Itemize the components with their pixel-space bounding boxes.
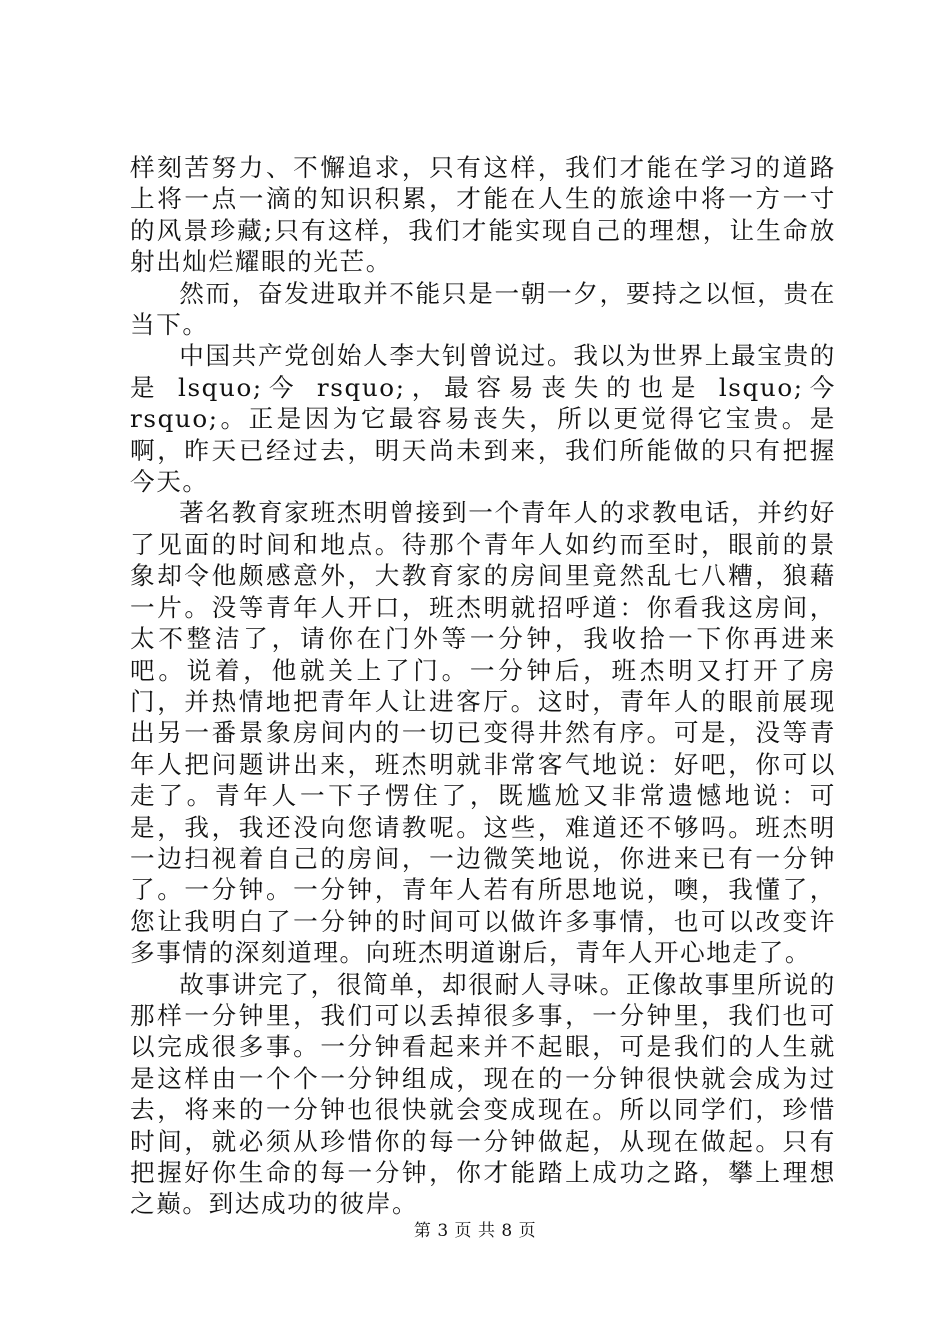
page-number-footer: 第 3 页 共 8 页 [413, 1221, 537, 1241]
paragraph-3: 中国共产党创始人李大钊曾说过。我以为世界上最宝贵的是 lsquo;今 rsquo;，最容易丧失的也是 lsquo;今 rsquo;。正是因为它最容易丧失，所以更觉得它宝贵。是啊，昨天已经过去，明天尚未到来，我们所能做的只有把握今天。 [130, 341, 836, 497]
paragraph-4: 著名教育家班杰明曾接到一个青年人的求教电话，并约好了见面的时间和地点。待那个青年人如约而至时，眼前的景象却令他颇感意外，大教育家的房间里竟然乱七八糟，狼藉一片。没等青年人开口，班杰明就招呼道：你看我这房间，太不整洁了，请你在门外等一分钟，我收拾一下你再进来吧。说着，他就关上了门。一分钟后，班杰明又打开了房门，并热情地把青年人让进客厅。这时，青年人的眼前展现出另一番景象房间内的一切已变得井然有序。可是，没等青年人把问题讲出来，班杰明就非常客气地说：好吧，你可以走了。青年人一下子愣住了，既尴尬又非常遗憾地说：可是，我，我还没向您请教呢。这些，难道还不够吗。班杰明一边扫视着自己的房间，一边微笑地说，你进来已有一分钟了。一分钟。一分钟，青年人若有所思地说，噢，我懂了，您让我明白了一分钟的时间可以做许多事情，也可以改变许多事情的深刻道理。向班杰明道谢后，青年人开心地走了。 [130, 498, 836, 968]
paragraph-2: 然而，奋发进取并不能只是一朝一夕，要持之以恒，贵在当下。 [130, 278, 836, 340]
paragraph-1: 样刻苦努力、不懈追求，只有这样，我们才能在学习的道路上将一点一滴的知识积累，才能在人生的旅途中将一方一寸的风景珍藏;只有这样，我们才能实现自己的理想，让生命放射出灿烂耀眼的光芒。 [130, 153, 836, 277]
body-text [130, 152, 836, 1220]
paragraph-5: 故事讲完了，很简单，却很耐人寻味。正像故事里所说的那样一分钟里，我们可以丢掉很多事，一分钟里，我们也可以完成很多事。一分钟看起来并不起眼，可是我们的人生就是这样由一个个一分钟组成，现在的一分钟很快就会成为过去，将来的一分钟也很快就会变成现在。所以同学们，珍惜时间，就必须从珍惜你的每一分钟做起，从现在做起。只有把握好你生命的每一分钟，你才能踏上成功之路，攀上理想之巅。到达成功的彼岸。 [130, 969, 836, 1219]
